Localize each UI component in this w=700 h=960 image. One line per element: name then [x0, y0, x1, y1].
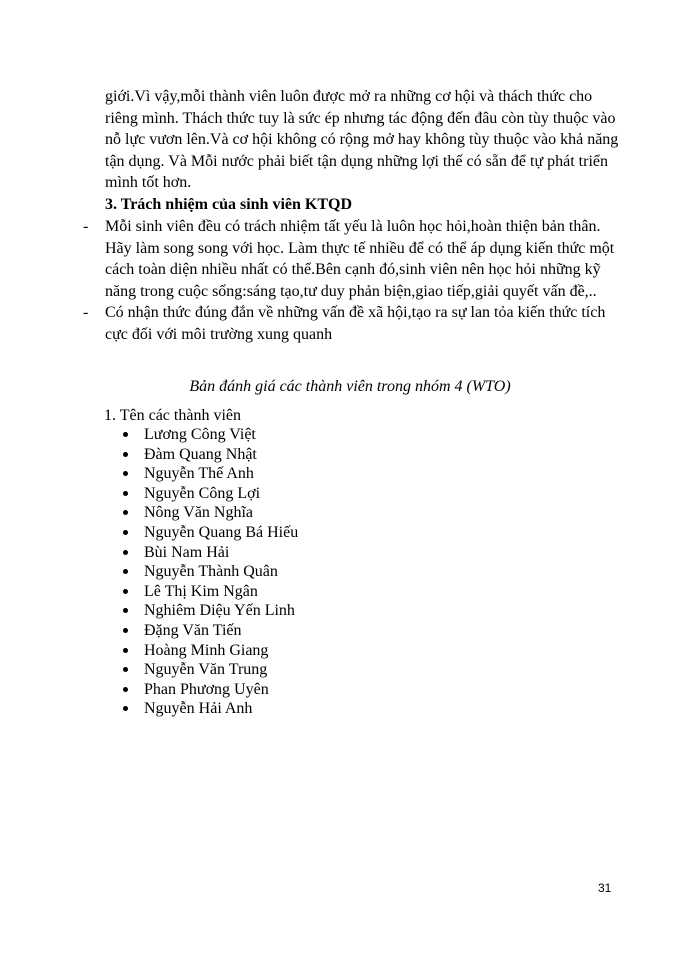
- section-heading: 3. Trách nhiệm của sinh viên KTQD: [105, 196, 352, 213]
- member-item: Nghiêm Diệu Yến Linh: [120, 601, 298, 621]
- member-item: Nguyễn Công Lợi: [120, 484, 298, 504]
- member-item: Nguyễn Hải Anh: [120, 699, 298, 719]
- member-item: Lương Công Việt: [120, 425, 298, 445]
- page-number: 31: [598, 881, 612, 895]
- member-list: [120, 425, 298, 719]
- member-item: Bùi Nam Hải: [120, 543, 298, 563]
- member-item: Đàm Quang Nhật: [120, 445, 298, 465]
- responsibility-item: - Mỗi sinh viên đều có trách nhiệm tất yếu là luôn học hỏi,hoàn thiện bản thân. Hãy làm song song với học. Làm thực tế nhiều để có thể áp dụng kiến thức một cách toàn diện nhiều nhất có thể.Bên cạnh đó,sinh viên nên học hỏi những kỹ năng trong cuộc sống:sáng tạo,tư duy phản biện,giao tiếp,giải quyết vấn đề,..: [80, 216, 630, 302]
- responsibility-list: [80, 216, 630, 345]
- member-item: Đặng Văn Tiến: [120, 621, 298, 641]
- member-item: Nguyễn Văn Trung: [120, 660, 298, 680]
- evaluation-caption: Bản đánh giá các thành viên trong nhóm 4 (WTO): [189, 378, 511, 395]
- intro-paragraph: giới.Vì vậy,mỗi thành viên luôn được mở ra những cơ hội và thách thức cho riêng mình. Thách thức tuy là sức ép nhưng tác động đến đâu còn tùy thuộc vào nỗ lực vươn lên.Và cơ hội không có rộng mở hay không tùy thuộc vào khả năng tận dụng. Và Mỗi nước phải biết tận dụng những lợi thế có sẵn để tự phát triển mình tốt hơn.: [105, 88, 619, 191]
- member-item: Nguyễn Thế Anh: [120, 464, 298, 484]
- member-item: Nguyễn Thành Quân: [120, 562, 298, 582]
- members-heading: 1. Tên các thành viên: [104, 407, 241, 424]
- member-item: Phan Phương Uyên: [120, 680, 298, 700]
- member-item: Nguyễn Quang Bá Hiếu: [120, 523, 298, 543]
- member-item: Nông Văn Nghĩa: [120, 503, 298, 523]
- member-item: Hoàng Minh Giang: [120, 641, 298, 661]
- member-item: Lê Thị Kim Ngân: [120, 582, 298, 602]
- responsibility-item: - Có nhận thức đúng đắn về những vấn đề xã hội,tạo ra sự lan tỏa kiến thức tích cực đối với môi trường xung quanh: [80, 302, 630, 345]
